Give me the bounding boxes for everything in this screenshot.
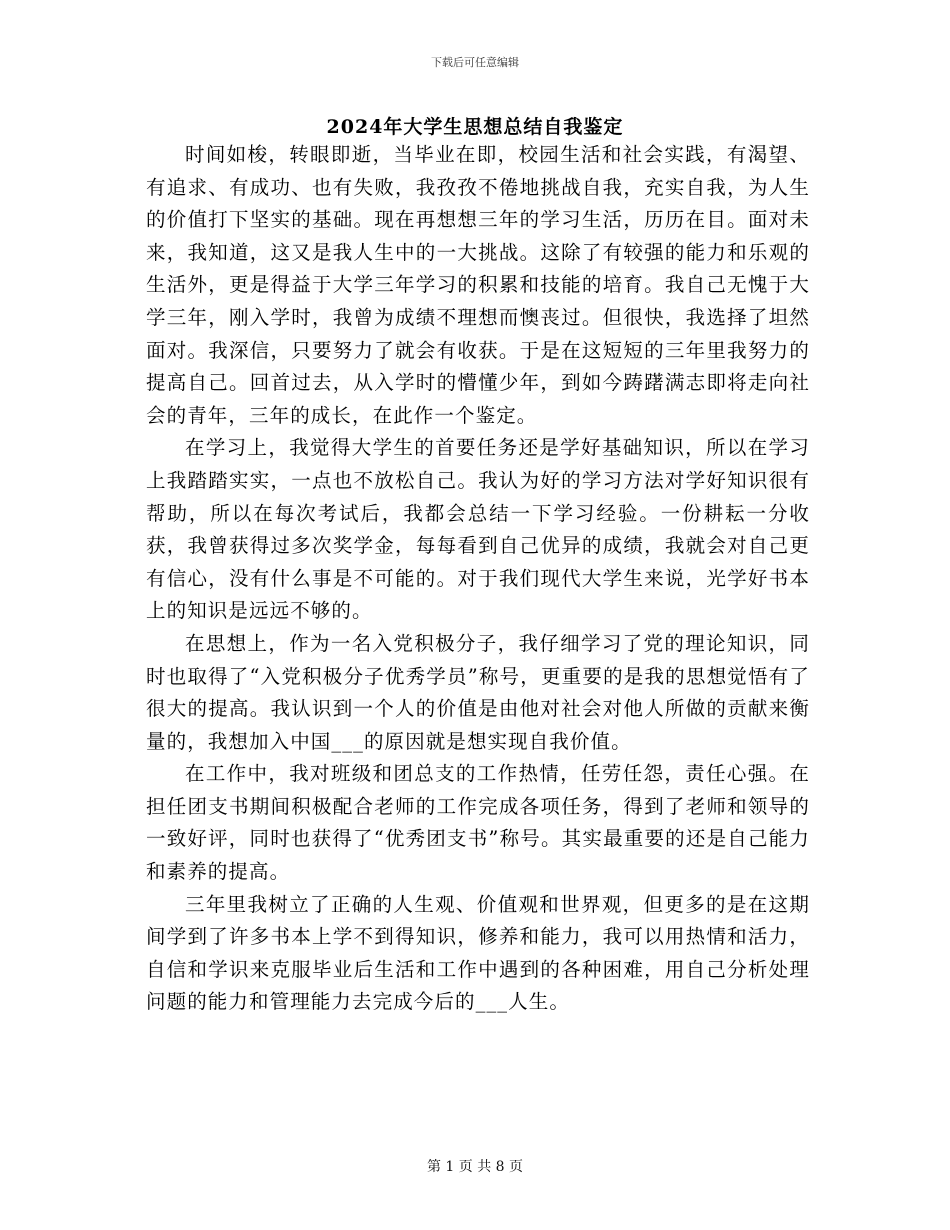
page-number-footer: 第 1 页 共 8 页: [426, 1159, 524, 1175]
document-body: [146, 139, 810, 1019]
paragraph-2: 在学习上，我觉得大学生的首要任务还是学好基础知识，所以在学习上我踏踏实实，一点也不放松自己。我认为好的学习方法对学好知识很有帮助，所以在每次考试后，我都会总结一下学习经验。一份耕耘一分收获，我曾获得过多次奖学金，每每看到自己优异的成绩，我就会对自己更有信心，没有什么事是不可能的。对于我们现代大学生来说，光学好书本上的知识是远远不够的。: [146, 436, 810, 623]
paragraph-5: 三年里我树立了正确的人生观、价值观和世界观，但更多的是在这期间学到了许多书本上学不到得知识，修养和能力，我可以用热情和活力，自信和学识来克服毕业后生活和工作中遇到的各种困难，用自己分析处理问题的能力和管理能力去完成今后的___人生。: [146, 892, 810, 1014]
document-title: 2024年大学生思想总结自我鉴定: [326, 116, 624, 138]
header-note: 下载后可任意编辑: [431, 56, 519, 69]
paragraph-4: 在工作中，我对班级和团总支的工作热情，任劳任怨，责任心强。在担任团支书期间积极配合老师的工作完成各项任务，得到了老师和领导的一致好评，同时也获得了“优秀团支书”称号。其实最重要的还是自己能力和素养的提高。: [146, 762, 810, 884]
paragraph-1: 时间如梭，转眼即逝，当毕业在即，校园生活和社会实践，有渴望、有追求、有成功、也有失败，我孜孜不倦地挑战自我，充实自我，为人生的价值打下坚实的基础。现在再想想三年的学习生活，历历在目。面对未来，我知道，这又是我人生中的一大挑战。这除了有较强的能力和乐观的生活外，更是得益于大学三年学习的积累和技能的培育。我自己无愧于大学三年，刚入学时，我曾为成绩不理想而懊丧过。但很快，我选择了坦然面对。我深信，只要努力了就会有收获。于是在这短短的三年里我努力的提高自己。回首过去，从入学时的懵懂少年，到如今踌躇满志即将走向社会的青年，三年的成长，在此作一个鉴定。: [146, 143, 810, 427]
paragraph-3: 在思想上，作为一名入党积极分子，我仔细学习了党的理论知识，同时也取得了“入党积极分子优秀学员”称号，更重要的是我的思想觉悟有了很大的提高。我认识到一个人的价值是由他对社会对他人所做的贡献来衡量的，我想加入中国___的原因就是想实现自我价值。: [146, 631, 810, 753]
